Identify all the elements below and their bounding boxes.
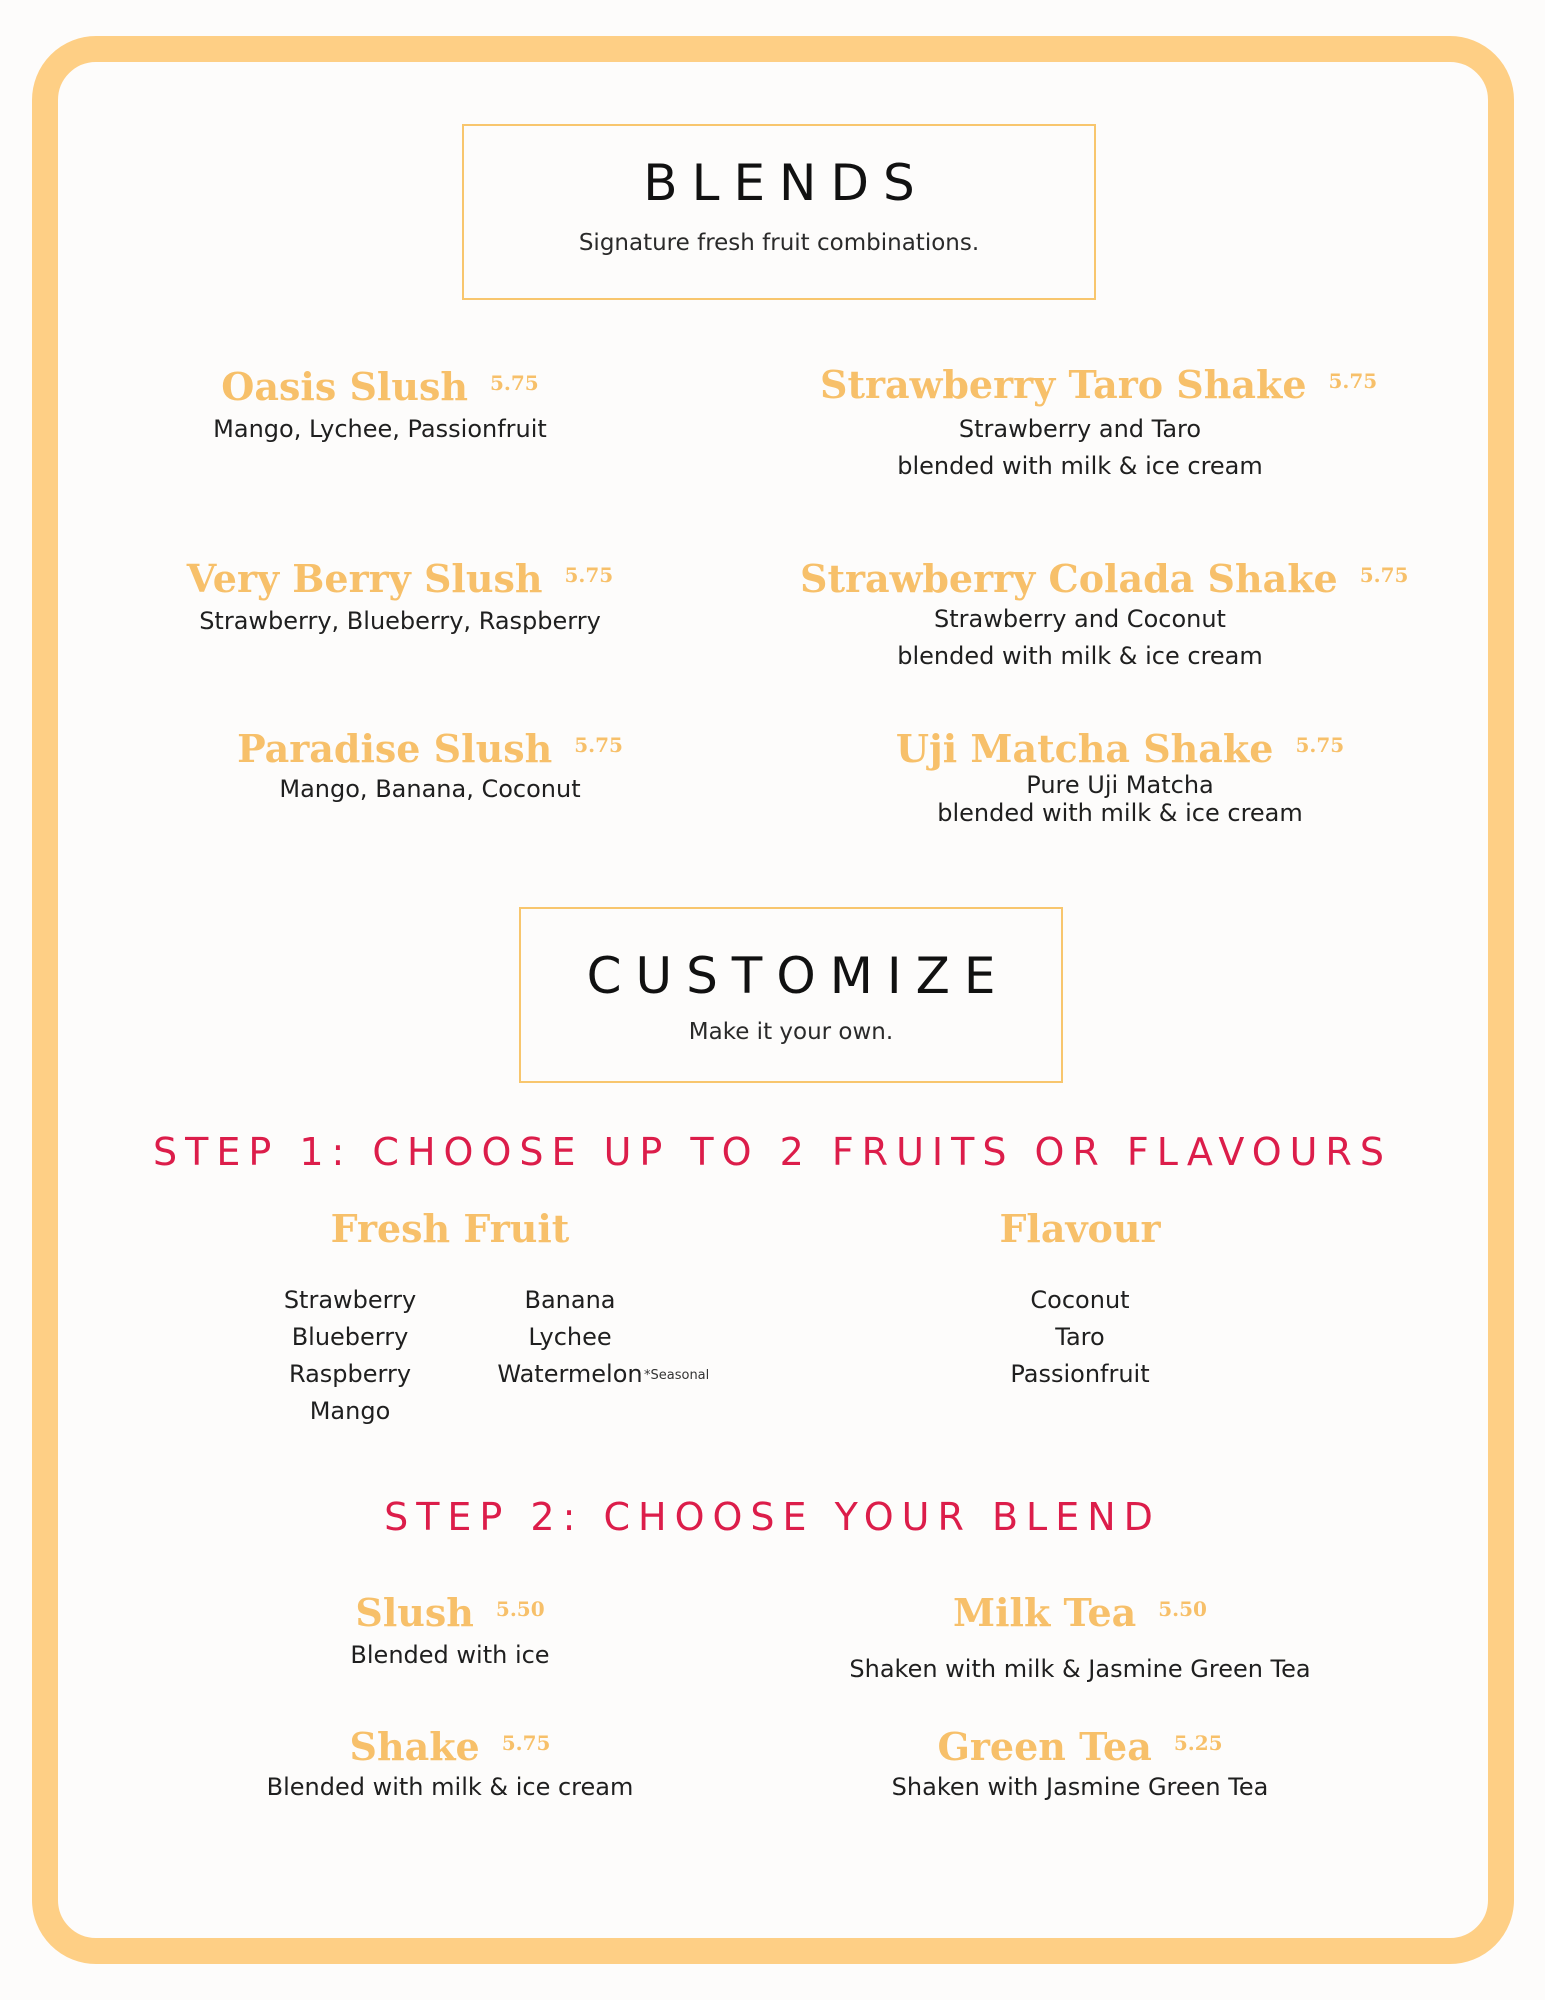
list-item: Watermelon bbox=[497, 1360, 643, 1388]
item-description: Shaken with Jasmine Green Tea bbox=[891, 1773, 1269, 1801]
item-name: Oasis Slush bbox=[221, 364, 468, 409]
item-description: Strawberry, Blueberry, Raspberry bbox=[199, 607, 601, 635]
blend-option-green-tea bbox=[830, 1724, 1330, 1806]
blends-header-box bbox=[462, 124, 1096, 300]
list-item: Taro bbox=[1055, 1323, 1105, 1351]
blends-subtitle: Signature fresh fruit combinations. bbox=[578, 230, 980, 256]
item-name: Shake bbox=[349, 1724, 480, 1769]
list-item: Coconut bbox=[1030, 1286, 1130, 1314]
menu-item-uji-matcha-shake bbox=[860, 726, 1380, 827]
list-item: Passionfruit bbox=[1010, 1360, 1150, 1388]
item-name: Slush bbox=[355, 1590, 474, 1635]
item-description: Mango, Banana, Coconut bbox=[279, 775, 581, 803]
item-name: Strawberry Taro Shake bbox=[820, 362, 1307, 407]
step-2-heading: STEP 2: CHOOSE YOUR BLEND bbox=[384, 1495, 1161, 1539]
menu-item-strawberry-taro-shake bbox=[820, 362, 1378, 485]
item-price: 5.50 bbox=[495, 1597, 545, 1621]
menu-item-strawberry-colada-shake bbox=[800, 556, 1409, 675]
item-description-2: blended with milk & ice cream bbox=[897, 642, 1263, 670]
list-item: Raspberry bbox=[288, 1360, 412, 1388]
flavour-heading: Flavour bbox=[999, 1206, 1161, 1251]
customize-title: CUSTOMIZE bbox=[586, 947, 1010, 1005]
item-price: 5.75 bbox=[1328, 369, 1378, 393]
item-name: Paradise Slush bbox=[237, 726, 553, 771]
item-description-2: blended with milk & ice cream bbox=[897, 452, 1263, 480]
fresh-fruit-heading: Fresh Fruit bbox=[330, 1206, 570, 1251]
item-name: Milk Tea bbox=[953, 1590, 1137, 1635]
item-price: 5.75 bbox=[1295, 733, 1345, 757]
flavour-list bbox=[980, 1282, 1180, 1393]
customize-header-box bbox=[519, 907, 1063, 1083]
item-description: Strawberry and Coconut bbox=[934, 605, 1226, 633]
item-description: Strawberry and Taro bbox=[958, 415, 1202, 443]
item-price: 5.75 bbox=[489, 371, 539, 395]
list-item: Mango bbox=[309, 1397, 391, 1425]
item-description-2: blended with milk & ice cream bbox=[937, 799, 1303, 827]
item-name: Uji Matcha Shake bbox=[895, 726, 1274, 771]
item-price: 5.75 bbox=[574, 733, 623, 757]
item-name: Very Berry Slush bbox=[186, 556, 543, 601]
menu-item-oasis-slush bbox=[180, 364, 580, 448]
item-name: Green Tea bbox=[937, 1724, 1152, 1769]
item-price: 5.75 bbox=[1359, 563, 1409, 587]
item-description: Blended with ice bbox=[350, 1641, 550, 1669]
customize-subtitle: Make it your own. bbox=[688, 1019, 894, 1045]
fruit-list-col-1 bbox=[250, 1282, 450, 1430]
blend-option-slush bbox=[250, 1590, 650, 1674]
item-description: Mango, Lychee, Passionfruit bbox=[213, 415, 547, 443]
menu-item-paradise-slush bbox=[220, 726, 640, 808]
fruit-list-col-2 bbox=[470, 1282, 670, 1393]
blend-option-shake bbox=[230, 1724, 670, 1806]
item-name: Strawberry Colada Shake bbox=[800, 556, 1338, 601]
list-item: Strawberry bbox=[283, 1286, 417, 1314]
blend-option-milk-tea bbox=[830, 1590, 1330, 1688]
item-description: Shaken with milk & Jasmine Green Tea bbox=[849, 1655, 1311, 1683]
seasonal-note: *Seasonal bbox=[644, 1368, 710, 1383]
item-price: 5.75 bbox=[501, 1731, 551, 1755]
item-price: 5.25 bbox=[1173, 1731, 1223, 1755]
item-description: Blended with milk & ice cream bbox=[266, 1773, 634, 1801]
menu-item-very-berry-slush bbox=[180, 556, 620, 640]
item-price: 5.50 bbox=[1158, 1597, 1207, 1621]
list-item: Banana bbox=[524, 1286, 616, 1314]
blends-title: BLENDS bbox=[643, 154, 929, 212]
list-item: Lychee bbox=[528, 1323, 612, 1351]
item-description: Pure Uji Matcha bbox=[1026, 771, 1214, 799]
item-price: 5.75 bbox=[564, 563, 614, 587]
step-1-heading: STEP 1: CHOOSE UP TO 2 FRUITS OR FLAVOURS bbox=[153, 1130, 1392, 1174]
list-item: Blueberry bbox=[291, 1323, 409, 1351]
